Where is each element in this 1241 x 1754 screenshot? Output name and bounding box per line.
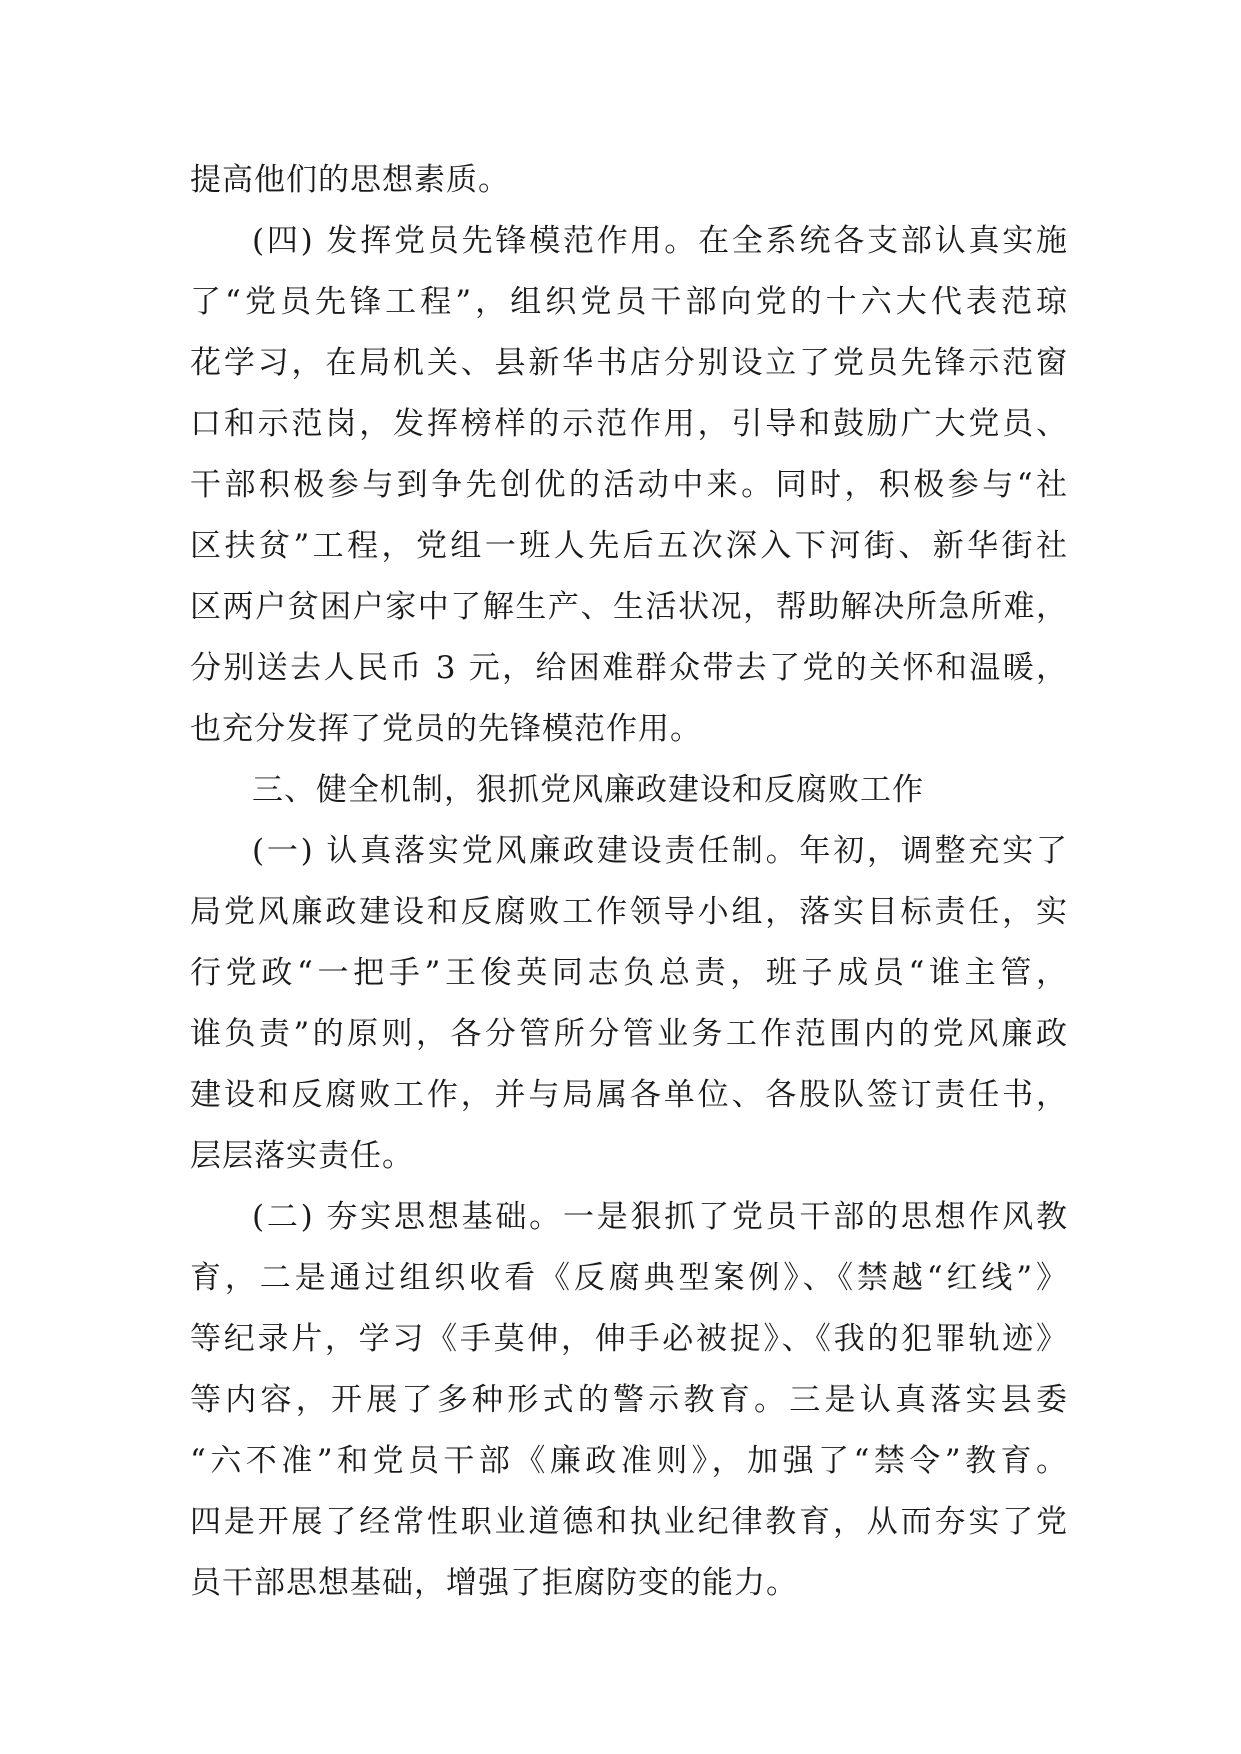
- paragraph-heading-line: (一) 认真落实党风廉政建设责任制。年初，调整充实了: [252, 833, 1068, 869]
- text-line: 干部积极参与到争先创优的活动中来。同时，积极参与“社: [190, 467, 1068, 503]
- text-line: 层层落实责任。: [190, 1138, 414, 1174]
- text-line: 四是开展了经常性职业道德和执业纪律教育，从而夯实了党: [190, 1504, 1068, 1540]
- text-line: 等内容，开展了多种形式的警示教育。三是认真落实县委: [190, 1382, 1068, 1418]
- text-line: 建设和反腐败工作，并与局属各单位、各股队签订责任书，: [190, 1077, 1068, 1113]
- paragraph-heading-line: (四) 发挥党员先锋模范作用。在全系统各支部认真实施: [252, 223, 1068, 259]
- text-line: 提高他们的思想素质。: [190, 162, 510, 198]
- text-line: 也充分发挥了党员的先锋模范作用。: [190, 711, 702, 747]
- text-line: 员干部思想基础，增强了拒腐防变的能力。: [190, 1565, 798, 1601]
- text-line: 分别送去人民币 3 元，给困难群众带去了党的关怀和温暖，: [190, 650, 1068, 686]
- text-line: 了“党员先锋工程”，组织党员干部向党的十六大代表范琼: [190, 284, 1068, 320]
- text-line: 育，二是通过组织收看《反腐典型案例》、《禁越“红线”》: [190, 1260, 1068, 1296]
- text-line: 口和示范岗，发挥榜样的示范作用，引导和鼓励广大党员、: [190, 406, 1068, 442]
- text-line: 等纪录片，学习《手莫伸，伸手必被捉》、《我的犯罪轨迹》: [190, 1321, 1068, 1357]
- text-line: 区两户贫困户家中了解生产、生活状况，帮助解决所急所难，: [190, 589, 1068, 625]
- paragraph-heading-line: (二) 夯实思想基础。一是狠抓了党员干部的思想作风教: [252, 1199, 1068, 1235]
- text-line: 花学习，在局机关、县新华书店分别设立了党员先锋示范窗: [190, 345, 1068, 381]
- document-body: [190, 150, 1068, 1614]
- text-line: 行党政“一把手”王俊英同志负总责，班子成员“谁主管，: [190, 955, 1068, 991]
- section-heading: 三、健全机制，狠抓党风廉政建设和反腐败工作: [252, 772, 924, 808]
- text-line: 谁负责”的原则，各分管所分管业务工作范围内的党风廉政: [190, 1016, 1068, 1052]
- text-line: “六不准”和党员干部《廉政准则》，加强了“禁令”教育。: [190, 1443, 1068, 1479]
- text-line: 局党风廉政建设和反腐败工作领导小组，落实目标责任，实: [190, 894, 1068, 930]
- text-line: 区扶贫”工程，党组一班人先后五次深入下河街、新华街社: [190, 528, 1068, 564]
